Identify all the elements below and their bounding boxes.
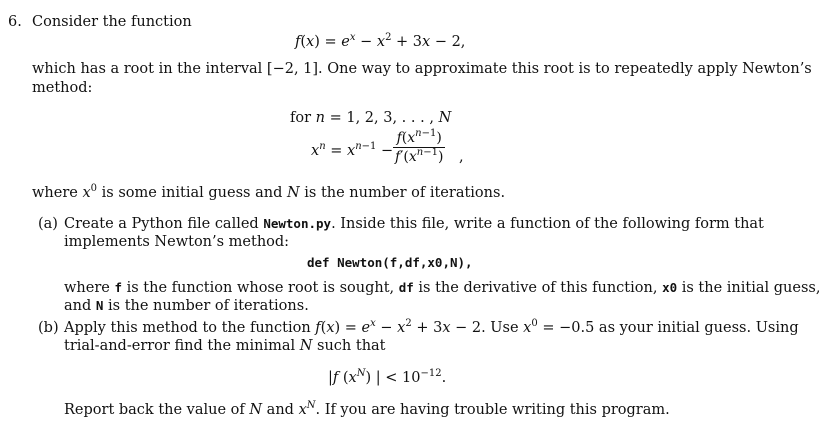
part-a-line-2: implements Newton’s method: xyxy=(64,234,290,250)
filename-code: Newton.py xyxy=(263,216,332,231)
newton-fraction xyxy=(393,130,445,165)
loop-statement: for n = 1, 2, 3, . . . , N xyxy=(290,110,452,126)
root-text-line-2: method: xyxy=(32,80,93,96)
fraction-comma: , xyxy=(459,149,464,165)
fraction-numerator: $f(x^{n-1})$ xyxy=(396,128,442,146)
part-a-line-1: Create a Python file called Newton.py. Inside this file, write a function of the following form that xyxy=(64,216,764,232)
fraction-denominator: $f'(x^{n-1})$ xyxy=(395,147,444,165)
function-signature-code: def Newton(f,df,x0,N), xyxy=(307,255,473,270)
root-text-line-1: which has a root in the interval [−2, 1]. One way to approximate this root is to repeatedly apply Newton’s xyxy=(32,61,812,77)
problem-intro: Consider the function xyxy=(32,14,192,30)
stopping-condition: |f $(x^N)$ | < $10^{-12}$. xyxy=(328,368,447,386)
where-text: where $x^0$ is some initial guess and N is the number of iterations. xyxy=(32,183,506,201)
part-b-line-2: trial-and-error find the minimal N such that xyxy=(64,338,386,354)
part-b-line-1: Apply this method to the function $f(x) = e^x - x^2 + 3x - 2$. Use $x^0 = -0.5$ as your initial guess. Using xyxy=(64,318,799,336)
part-a-label: (a) xyxy=(38,216,58,232)
newton-update-lhs: $x^n = x^{n-1}$ − xyxy=(311,141,394,159)
part-b-label: (b) xyxy=(38,320,59,336)
part-b-report: Report back the value of N and $x^N$. If you are having trouble writing this program. xyxy=(64,400,670,418)
part-a-where-line: where f is the function whose root is sought, df is the derivative of this function, x0 is the initial guess, xyxy=(64,280,820,296)
function-equation: $f(x) = e^x - x^2 + 3x - 2$, xyxy=(295,32,466,50)
problem-number: 6. xyxy=(8,14,22,30)
part-a-and-line: and N is the number of iterations. xyxy=(64,298,309,314)
